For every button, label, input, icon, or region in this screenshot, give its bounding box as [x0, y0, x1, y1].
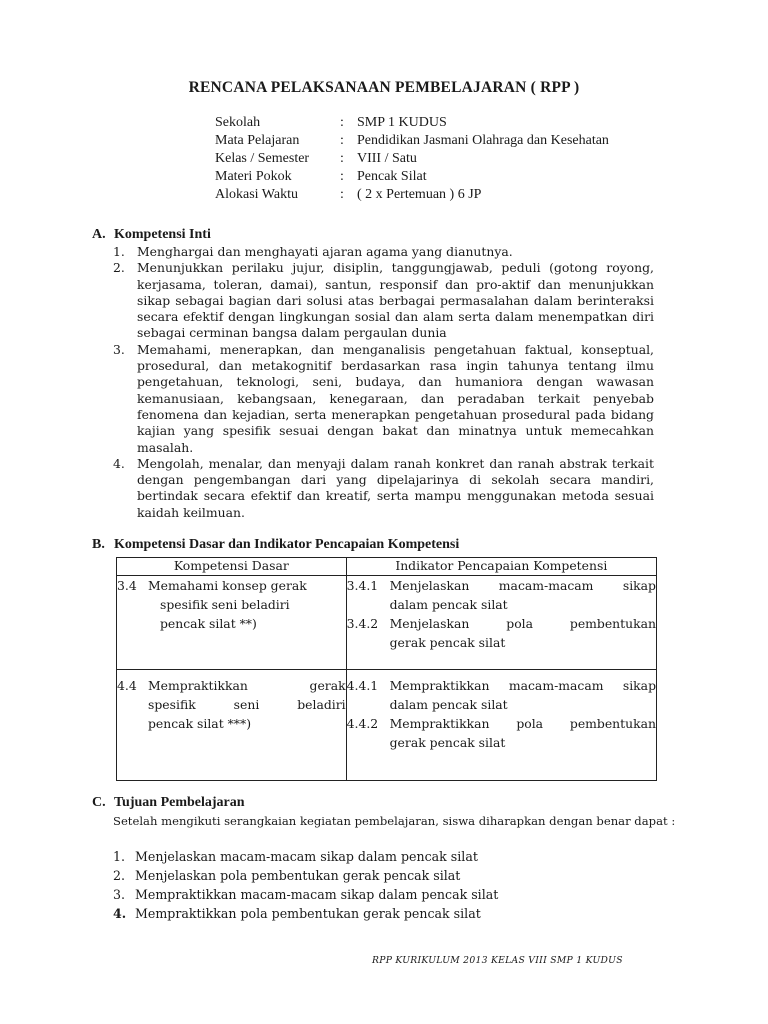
meta-sep: :	[340, 115, 344, 130]
kd-text: Mempraktikkan gerak	[148, 678, 346, 693]
ipk-cell	[346, 576, 656, 670]
ipk-cell	[346, 670, 656, 781]
section-c-heading	[92, 795, 245, 811]
kd-text: Memahami konsep gerak	[148, 578, 307, 593]
meta-row-time	[215, 186, 609, 204]
list-item	[113, 847, 498, 866]
meta-key: Mata Pelajaran	[215, 133, 300, 148]
meta-value: ( 2 x Pertemuan ) 6 JP	[357, 187, 482, 202]
table-row	[117, 576, 657, 670]
meta-sep: :	[340, 169, 344, 184]
meta-value: VIII / Satu	[357, 151, 417, 166]
indicator-text: gerak pencak silat	[389, 735, 506, 750]
list-number: 4.	[113, 906, 127, 921]
column-header-ipk: Indikator Pencapaian Kompetensi	[346, 558, 656, 576]
indicator-code: 4.4.2	[346, 716, 379, 731]
list-item	[113, 244, 654, 260]
indicator-text: dalam pencak silat	[389, 597, 508, 612]
list-text: Menghargai dan menghayati ajaran agama yang dianutnya.	[137, 244, 513, 259]
list-text: Mempraktikkan macam-macam sikap dalam pencak silat	[135, 887, 499, 902]
list-item	[113, 885, 498, 904]
meta-value: SMP 1 KUDUS	[357, 115, 447, 130]
kd-text: spesifik seni beladiri	[160, 597, 290, 612]
section-title: Kompetensi Dasar dan Indikator Pencapaian Kompetensi	[114, 537, 460, 552]
list-text: Memahami, menerapkan, dan menganalisis pengetahuan faktual, konseptual, prosedural, dan metakognitif berdasarkan rasa ingin tahunya tentang ilmu pengetahuan, teknologi, seni, budaya, dan humaniora dengan wawasan kemanusiaan, kebangsaan, kenegaraan, dan peradaban terkait penyebab fenomena dan kejadian, serta menerapkan pengetahuan prosedural pada bidang kajian yang spesifik sesuai dengan bakat dan minatnya untuk memecahkan masalah.	[137, 341, 654, 455]
section-b-heading	[92, 537, 459, 553]
meta-value: Pencak Silat	[357, 169, 427, 184]
meta-sep: :	[340, 151, 344, 166]
meta-row-school	[215, 114, 609, 132]
objective-intro: Setelah mengikuti serangkaian kegiatan pembelajaran, siswa diharapkan dengan benar dapat :	[113, 814, 676, 828]
meta-row-topic	[215, 168, 609, 186]
indicator	[347, 614, 656, 652]
competency-table	[116, 557, 657, 781]
section-letter: A.	[92, 227, 106, 242]
table-header-row	[117, 558, 657, 576]
indicator-code: 3.4.2	[346, 616, 379, 631]
list-text: Mengolah, menalar, dan menyaji dalam ranah konkret dan ranah abstrak terkait dengan pengembangan dari yang dipelajarinya di sekolah secara mandiri, bertindak secara efektif dan kreatif, serta mampu menggunakan metoda sesuai kaidah keilmuan.	[137, 455, 654, 520]
list-number: 2.	[113, 868, 126, 883]
section-letter: C.	[92, 795, 106, 810]
indicator-text: dalam pencak silat	[389, 697, 508, 712]
indicator	[347, 676, 656, 714]
section-letter: B.	[92, 537, 105, 552]
indicator-text: gerak pencak silat	[389, 635, 506, 650]
list-item	[113, 904, 498, 923]
kd-code: 3.4	[117, 578, 137, 593]
indicator-text: Menjelaskan pola pembentukan	[389, 616, 656, 631]
section-title: Kompetensi Inti	[114, 227, 211, 242]
list-number: 4.	[113, 455, 125, 471]
meta-row-class	[215, 150, 609, 168]
list-item	[113, 260, 654, 341]
document-title: RENCANA PELAKSANAAN PEMBELAJARAN ( RPP )	[188, 79, 580, 96]
column-header-kd: Kompetensi Dasar	[117, 558, 347, 576]
list-text: Menunjukkan perilaku jujur, disiplin, tanggungjawab, peduli (gotong royong, kerjasama, toleran, damai), santun, responsif dan pro-aktif dan menunjukkan sikap sebagai bagian dari solusi atas berbagai permasalahan dalam berinteraksi secara efektif dengan lingkungan sosial dan alam serta dalam menempatkan diri sebagai cerminan bangsa dalam pergaulan dunia	[137, 260, 654, 341]
table-row	[117, 670, 657, 781]
list-item	[113, 866, 498, 885]
objective-list	[113, 847, 498, 923]
core-competency-list	[113, 244, 654, 521]
list-number: 3.	[113, 887, 126, 902]
section-title: Tujuan Pembelajaran	[114, 795, 245, 810]
list-text: Mempraktikkan pola pembentukan gerak pencak silat	[135, 906, 481, 921]
section-a-heading	[92, 227, 211, 243]
list-number: 1.	[113, 849, 126, 864]
list-number: 3.	[113, 341, 125, 357]
indicator-code: 4.4.1	[346, 678, 379, 693]
kd-cell	[117, 576, 347, 670]
indicator	[347, 576, 656, 614]
kd-text: pencak silat **)	[160, 616, 257, 631]
list-number: 2.	[113, 260, 125, 276]
meta-key: Materi Pokok	[215, 169, 292, 184]
kd-text: pencak silat ***)	[148, 716, 252, 731]
list-text: Menjelaskan pola pembentukan gerak pencak silat	[135, 868, 461, 883]
kd-text: spesifik seni beladiri	[148, 697, 346, 712]
indicator-code: 3.4.1	[346, 578, 379, 593]
meta-key: Sekolah	[215, 115, 261, 130]
kd-cell	[117, 670, 347, 781]
list-text: Menjelaskan macam-macam sikap dalam pencak silat	[135, 849, 478, 864]
indicator	[347, 714, 656, 752]
list-item	[113, 342, 654, 456]
meta-key: Kelas / Semester	[215, 151, 310, 166]
page-footer: RPP KURIKULUM 2013 KELAS VIII SMP 1 KUDUS	[372, 955, 623, 966]
kd-code: 4.4	[117, 678, 137, 693]
meta-sep: :	[340, 133, 344, 148]
identity-block	[215, 114, 609, 204]
meta-value: Pendidikan Jasmani Olahraga dan Kesehatan	[357, 133, 609, 148]
indicator-text: Mempraktikkan macam-macam sikap	[389, 678, 656, 693]
indicator-text: Menjelaskan macam-macam sikap	[389, 578, 656, 593]
indicator-text: Mempraktikkan pola pembentukan	[389, 716, 656, 731]
meta-sep: :	[340, 187, 344, 202]
meta-row-subject	[215, 132, 609, 150]
list-number: 1.	[113, 244, 125, 259]
list-item	[113, 456, 654, 521]
meta-key: Alokasi Waktu	[215, 187, 298, 202]
